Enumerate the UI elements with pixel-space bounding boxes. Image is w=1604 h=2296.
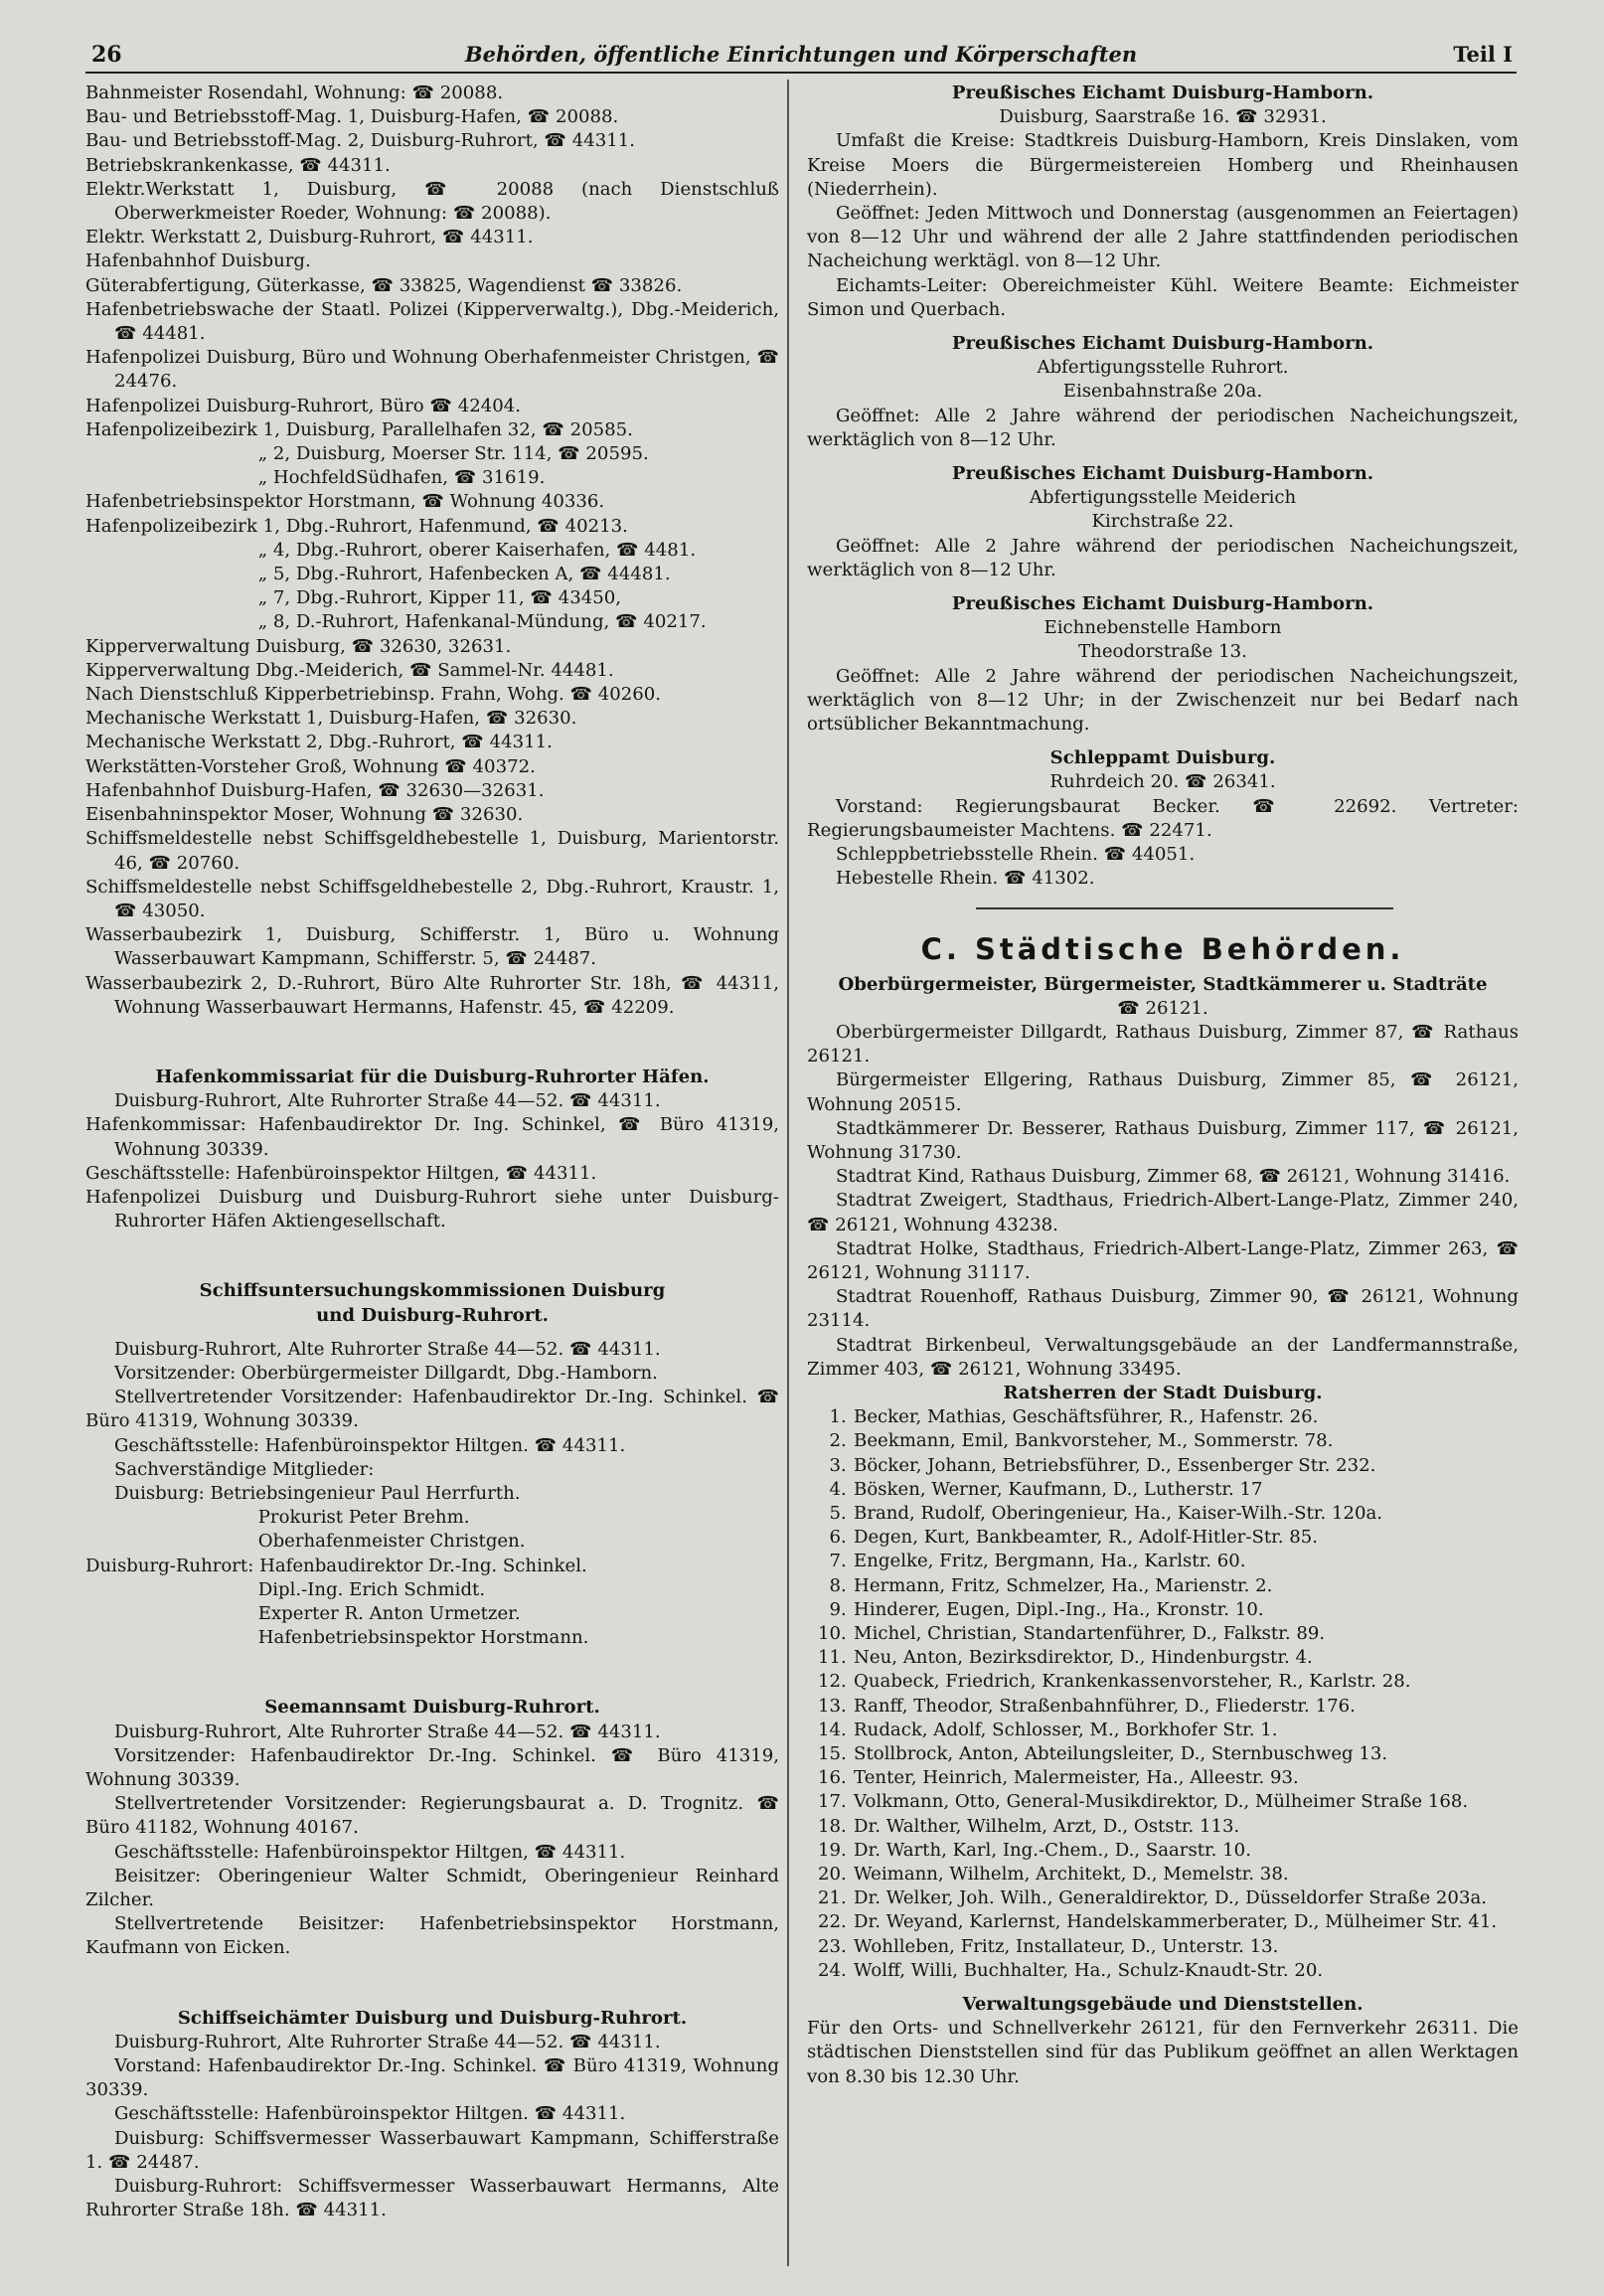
group-label: Duisburg:	[113, 1482, 205, 1504]
section-heading: Schiffsuntersuchungskommissionen Duisburg	[199, 1280, 666, 1302]
list-item: Eisenbahninspektor Moser, Wohnung ☎ 32630.	[85, 804, 524, 826]
entry: Für den Orts- und Schnellverkehr 26121, für den Fernverkehr 26311. Die städtischen Dienststellen sind für das Publikum geöffnet an allen Werktagen von 8.30 bis 12.30 Uhr.	[807, 2018, 1519, 2087]
list-item: 21. Dr. Welker, Joh. Wilh., Generaldirektor, D., Düsseldorfer Straße 203a.	[818, 1887, 1487, 1909]
address: Duisburg-Ruhrort, Alte Ruhrorter Straße 44—52. ☎ 44311.	[113, 1721, 661, 1742]
entry: Vorsitzender: Oberbürgermeister Dillgardt, Dbg.-Hamborn.	[113, 1362, 658, 1384]
address: Ruhrdeich 20. ☎ 26341.	[1049, 771, 1276, 793]
list-item: Mechanische Werkstatt 2, Dbg.-Ruhrort, ☎ 44311.	[85, 732, 553, 753]
list-item: 22. Dr. Weyand, Karlernst, Handelskammerberater, D., Mülheimer Str. 41.	[818, 1911, 1498, 1933]
entry: Geöffnet: Alle 2 Jahre während der periodischen Nacheichungszeit, werktäglich von 8—12 Uhr.	[807, 535, 1519, 580]
list-item: „ 2, Duisburg, Moerser Str. 114, ☎ 20595.	[257, 443, 649, 465]
list-item: Mechanische Werkstatt 1, Duisburg-Hafen, ☎ 32630.	[85, 708, 577, 730]
entry: Hafenpolizei Duisburg und Duisburg-Ruhrort siehe unter Duisburg-Ruhrorter Häfen Aktiengesellschaft.	[85, 1186, 779, 1232]
address: Eisenbahnstraße 20a.	[1062, 381, 1263, 403]
entry: Geschäftsstelle: Hafenbüroinspektor Hiltgen. ☎ 44311.	[113, 2103, 626, 2125]
list-item: 12. Quabeck, Friedrich, Krankenkassenvorsteher, R., Karlstr. 28.	[818, 1671, 1411, 1693]
entry: Vorstand: Hafenbaudirektor Dr.-Ing. Schinkel. ☎ Büro 41319, Wohnung 30339.	[85, 2055, 779, 2101]
entry: Stellvertretender Vorsitzender: Hafenbaudirektor Dr.-Ing. Schinkel. ☎ Büro 41319, Wohnung 30339.	[85, 1387, 779, 1432]
list-item: Hafenpolizei Duisburg-Ruhrort, Büro ☎ 42404.	[85, 395, 522, 416]
list-item: Hafenpolizei Duisburg, Büro und Wohnung Oberhafenmeister Christgen, ☎ 24476.	[85, 347, 779, 393]
list-item: Kipperverwaltung Dbg.-Meiderich, ☎ Sammel-Nr. 44481.	[85, 659, 614, 681]
entry: Geschäftsstelle: Hafenbüroinspektor Hiltgen, ☎ 44311.	[113, 1841, 626, 1863]
list-item: 7. Engelke, Fritz, Bergmann, Ha., Karlstr. 60.	[829, 1551, 1246, 1572]
right-column	[807, 82, 1519, 2089]
list-item: Wasserbaubezirk 2, D.-Ruhrort, Büro Alte Ruhrorter Str. 18h, ☎ 44311, Wohnung Wasserbauwart Hermanns, Hafenstr. 45, ☎ 42209.	[85, 972, 779, 1018]
list-item: 24. Wolff, Willi, Buchhalter, Ha., Schulz-Knaudt-Str. 20.	[818, 1959, 1324, 1981]
section-heading: Schleppamt Duisburg.	[1049, 747, 1276, 769]
entry	[85, 1555, 779, 1578]
list-item: 6. Degen, Kurt, Bankbeamter, R., Adolf-Hitler-Str. 85.	[829, 1527, 1319, 1549]
eichamt-section	[807, 592, 1519, 737]
ratsherren-list	[807, 1405, 1519, 1983]
left-column	[85, 82, 779, 2222]
entry: Duisburg: Schiffsvermesser Wasserbauwart Kampmann, Schifferstraße 1. ☎ 24487.	[85, 2127, 779, 2173]
page-title: Behörden, öffentliche Einrichtungen und Körperschaften	[464, 42, 1138, 67]
entry: Geschäftsstelle: Hafenbüroinspektor Hiltgen, ☎ 44311.	[85, 1162, 597, 1184]
list-item: Schiffsmeldestelle nebst Schiffsgeldhebestelle 1, Duisburg, Marientorstr. 46, ☎ 20760.	[85, 828, 779, 874]
entry: Umfaßt die Kreise: Stadtkreis Duisburg-Hamborn, Kreis Dinslaken, vom Kreise Moers die Bürgermeistereien Homberg und Rheinhausen (Niederrhein).	[807, 130, 1519, 200]
section-heading: Preußisches Eichamt Duisburg-Hamborn.	[951, 82, 1374, 103]
list-item: 9. Hinderer, Eugen, Dipl.-Ing., Ha., Kronstr. 10.	[829, 1598, 1264, 1620]
list-item: 2. Beekmann, Emil, Bankvorsteher, M., Sommerstr. 78.	[829, 1430, 1334, 1452]
list-item: Bau- und Betriebsstoff-Mag. 2, Duisburg-Ruhrort, ☎ 44311.	[85, 130, 636, 152]
list-item: Elektr. Werkstatt 2, Duisburg-Ruhrort, ☎ 44311.	[85, 227, 534, 248]
entry	[85, 1482, 779, 1506]
list-item: Nach Dienstschluß Kipperbetriebinsp. Frahn, Wohg. ☎ 40260.	[85, 684, 662, 706]
seemannsamt-section	[85, 1696, 779, 1960]
verwaltung-section	[807, 1993, 1519, 2089]
schiffsuntersuchung-section	[85, 1279, 779, 1650]
staedtische-section	[807, 929, 1519, 1382]
address: Duisburg-Ruhrort, Alte Ruhrorter Straße 44—52. ☎ 44311.	[113, 2031, 661, 2052]
member: Hafenbaudirektor Dr.-Ing. Schinkel.	[259, 1555, 587, 1576]
list-item: 23. Wohlleben, Fritz, Installateur, D., Unterstr. 13.	[818, 1935, 1279, 1957]
entry: Stadtrat Holke, Stadthaus, Friedrich-Albert-Lange-Platz, Zimmer 263, ☎ 26121, Wohnung 31117.	[807, 1237, 1519, 1283]
entry: Oberbürgermeister Dillgardt, Rathaus Duisburg, Zimmer 87, ☎ Rathaus 26121.	[807, 1021, 1519, 1067]
entry: Stellvertretender Vorsitzender: Regierungsbaurat a. D. Trognitz. ☎ Büro 41182, Wohnung 40167.	[85, 1793, 779, 1839]
entry: Geöffnet: Alle 2 Jahre während der periodischen Nacheichungszeit, werktäglich von 8—12 Uhr; in der Zwischenzeit nur bei Bedarf nach ortsüblicher Bekanntmachung.	[807, 665, 1519, 736]
member: Prokurist Peter Brehm.	[257, 1507, 470, 1529]
section-heading: Preußisches Eichamt Duisburg-Hamborn.	[951, 333, 1374, 355]
entry: Geöffnet: Jeden Mittwoch und Donnerstag (ausgenommen an Feiertagen) von 8—12 Uhr und während der alle 2 Jahre stattfindenden periodischen Nacheichung werktägl. von 8—12 Uhr.	[807, 203, 1519, 272]
list-item: Hafenbetriebsinspektor Horstmann, ☎ Wohnung 40336.	[85, 491, 605, 513]
list-item: 20. Weimann, Wilhelm, Architekt, D., Memelstr. 38.	[818, 1864, 1289, 1886]
entry: Hafenkommissar: Hafenbaudirektor Dr. Ing. Schinkel, ☎ Büro 41319, Wohnung 30339.	[85, 1114, 779, 1160]
entry: Vorstand: Regierungsbaurat Becker. ☎ 22692. Vertreter: Regierungsbaumeister Machtens. ☎ 22471.	[807, 795, 1519, 841]
entry: Geschäftsstelle: Hafenbüroinspektor Hiltgen. ☎ 44311.	[113, 1434, 626, 1456]
entry: Geöffnet: Alle 2 Jahre während der periodischen Nacheichungszeit, werktäglich von 8—12 Uhr.	[807, 405, 1519, 450]
section-heading: Oberbürgermeister, Bürgermeister, Stadtkämmerer u. Stadträte	[838, 973, 1488, 995]
list-item: Werkstätten-Vorsteher Groß, Wohnung ☎ 40372.	[85, 755, 536, 777]
entry: Stadtrat Birkenbeul, Verwaltungsgebäude an der Landfermannstraße, Zimmer 403, ☎ 26121, Wohnung 33495.	[807, 1334, 1519, 1380]
list-item: Betriebskrankenkasse, ☎ 44311.	[85, 154, 391, 176]
entry: Bürgermeister Ellgering, Rathaus Duisburg, Zimmer 85, ☎ 26121, Wohnung 20515.	[807, 1069, 1519, 1115]
section-heading: Schiffseichämter Duisburg und Duisburg-Ruhrort.	[177, 2007, 688, 2029]
list-item: 17. Volkmann, Otto, General-Musikdirektor, D., Mülheimer Straße 168.	[818, 1791, 1469, 1813]
part-label: Teil I	[1453, 42, 1513, 67]
list-item: „ HochfeldSüdhafen, ☎ 31619.	[257, 467, 546, 489]
subheading: Abfertigungsstelle Ruhrort.	[1037, 357, 1289, 379]
list-item: Güterabfertigung, Güterkasse, ☎ 33825, Wagendienst ☎ 33826.	[85, 274, 683, 296]
section-divider	[976, 907, 1393, 909]
entry: Schleppbetriebsstelle Rhein. ☎ 44051.	[835, 844, 1196, 866]
list-item: 15. Stollbrock, Anton, Abteilungsleiter, D., Sternbuschweg 13.	[818, 1743, 1388, 1764]
entry: Sachverständige Mitglieder:	[113, 1458, 375, 1480]
list-item: Wasserbaubezirk 1, Duisburg, Schifferstr. 1, Büro u. Wohnung Wasserbauwart Kampmann, Schifferstr. 5, ☎ 24487.	[85, 924, 779, 970]
entry: Hebestelle Rhein. ☎ 41302.	[835, 868, 1095, 890]
entry: Vorsitzender: Hafenbaudirektor Dr.-Ing. Schinkel. ☎ Büro 41319, Wohnung 30339.	[85, 1744, 779, 1790]
member: Experter R. Anton Urmetzer.	[257, 1602, 521, 1624]
list-item: Hafenbetriebswache der Staatl. Polizei (Kipperverwaltg.), Dbg.-Meiderich, ☎ 44481.	[85, 298, 779, 345]
list-item: 8. Hermann, Fritz, Schmelzer, Ha., Marienstr. 2.	[829, 1574, 1273, 1596]
list-item: Kipperverwaltung Duisburg, ☎ 32630, 32631.	[85, 635, 512, 657]
list-item: 14. Rudack, Adolf, Schlosser, M., Borkhofer Str. 1.	[818, 1719, 1278, 1740]
subheading: Abfertigungsstelle Meiderich	[1029, 487, 1297, 509]
member: Hafenbetriebsinspektor Horstmann.	[257, 1627, 589, 1649]
list-item: „ 8, D.-Ruhrort, Hafenkanal-Mündung, ☎ 40217.	[257, 611, 707, 633]
address: Duisburg-Ruhrort, Alte Ruhrorter Straße 44—52. ☎ 44311.	[113, 1090, 661, 1112]
list-item: „ 7, Dbg.-Ruhrort, Kipper 11, ☎ 43450,	[257, 587, 622, 609]
list-item: Hafenpolizeibezirk 1, Duisburg, Parallelhafen 32, ☎ 20585.	[85, 418, 633, 440]
group-label: Duisburg-Ruhrort:	[85, 1555, 254, 1576]
address: Theodorstraße 13.	[1078, 641, 1247, 663]
hafenkommissariat-section	[85, 1066, 779, 1233]
list-item: Bau- und Betriebsstoff-Mag. 1, Duisburg-Hafen, ☎ 20088.	[85, 106, 619, 128]
entry: Stadtrat Rouenhoff, Rathaus Duisburg, Zimmer 90, ☎ 26121, Wohnung 23114.	[807, 1286, 1519, 1332]
schleppamt-section	[807, 746, 1519, 891]
entry: Stadtrat Zweigert, Stadthaus, Friedrich-Albert-Lange-Platz, Zimmer 240, ☎ 26121, Wohnung 43238.	[807, 1190, 1519, 1235]
list-item: 3. Böcker, Johann, Betriebsführer, D., Essenberger Str. 232.	[829, 1454, 1376, 1476]
list-item: „ 4, Dbg.-Ruhrort, oberer Kaiserhafen, ☎ 4481.	[257, 539, 697, 561]
entry: Eichamts-Leiter: Obereichmeister Kühl. Weitere Beamte: Eichmeister Simon und Querbach.	[807, 274, 1519, 320]
chapter-heading: C. Städtische Behörden.	[920, 931, 1405, 966]
list-item: 13. Ranff, Theodor, Straßenbahnführer, D., Fliederstr. 176.	[818, 1695, 1356, 1717]
entry: Beisitzer: Oberingenieur Walter Schmidt, Oberingenieur Reinhard Zilcher.	[85, 1865, 779, 1911]
list-item: „ 5, Dbg.-Ruhrort, Hafenbecken A, ☎ 44481.	[257, 564, 671, 585]
section-heading: und Duisburg-Ruhrort.	[316, 1304, 549, 1326]
address: Kirchstraße 22.	[1091, 511, 1234, 533]
list-item: 5. Brand, Rudolf, Oberingenieur, Ha., Kaiser-Wilh.-Str. 120a.	[829, 1502, 1383, 1524]
list-item: 11. Neu, Anton, Bezirksdirektor, D., Hindenburgstr. 4.	[818, 1647, 1313, 1669]
ratsherren-section	[807, 1382, 1519, 1983]
page-header	[85, 42, 1517, 74]
entry: Stellvertretende Beisitzer: Hafenbetriebsinspektor Horstmann, Kaufmann von Eicken.	[85, 1913, 779, 1959]
list-item: Hafenbahnhof Duisburg.	[85, 250, 311, 272]
section-heading: Preußisches Eichamt Duisburg-Hamborn.	[951, 463, 1374, 485]
list-item: 19. Dr. Warth, Karl, Ing.-Chem., D., Saarstr. 10.	[818, 1839, 1251, 1861]
section-heading: Verwaltungsgebäude und Dienststellen.	[962, 1994, 1363, 2016]
member: Betriebsingenieur Paul Herrfurth.	[210, 1482, 521, 1504]
section-heading: Seemannsamt Duisburg-Ruhrort.	[264, 1697, 600, 1719]
schiffseichaemter-section	[85, 2007, 779, 2223]
eichamt-section	[807, 332, 1519, 452]
entry: Duisburg-Ruhrort: Schiffsvermesser Wasserbauwart Hermanns, Alte Ruhrorter Straße 18h. ☎ 44311.	[85, 2176, 779, 2221]
list-item: 16. Tenter, Heinrich, Malermeister, Ha., Alleestr. 93.	[818, 1767, 1299, 1789]
section-heading: Ratsherren der Stadt Duisburg.	[1003, 1382, 1323, 1403]
member: Dipl.-Ing. Erich Schmidt.	[257, 1578, 486, 1600]
section-heading: Hafenkommissariat für die Duisburg-Ruhrorter Häfen.	[155, 1066, 710, 1087]
list-item: 10. Michel, Christian, Standartenführer, D., Falkstr. 89.	[818, 1622, 1326, 1644]
list-item: 4. Bösken, Werner, Kaufmann, D., Lutherstr. 17	[829, 1478, 1263, 1500]
eichamt-section	[807, 82, 1519, 322]
list-item: Schiffsmeldestelle nebst Schiffsgeldhebestelle 2, Dbg.-Ruhrort, Kraustr. 1, ☎ 43050.	[85, 876, 779, 921]
list-item: Bahnmeister Rosendahl, Wohnung: ☎ 20088.	[85, 82, 504, 103]
list-item: 18. Dr. Walther, Wilhelm, Arzt, D., Oststr. 113.	[818, 1815, 1240, 1837]
address: Duisburg-Ruhrort, Alte Ruhrorter Straße 44—52. ☎ 44311.	[113, 1338, 661, 1360]
member: Oberhafenmeister Christgen.	[257, 1531, 526, 1553]
entry: Stadtrat Kind, Rathaus Duisburg, Zimmer 68, ☎ 26121, Wohnung 31416.	[835, 1166, 1511, 1188]
list-item: Hafenpolizeibezirk 1, Dbg.-Ruhrort, Hafenmund, ☎ 40213.	[85, 515, 628, 537]
eichamt-section	[807, 462, 1519, 582]
list-item: Elektr.Werkstatt 1, Duisburg, ☎ 20088 (nach Dienstschluß Oberwerkmeister Roeder, Wohnung: ☎ 20088).	[85, 178, 779, 225]
list-item: 1. Becker, Mathias, Geschäftsführer, R., Hafenstr. 26.	[829, 1406, 1319, 1428]
section-heading: Preußisches Eichamt Duisburg-Hamborn.	[951, 593, 1374, 615]
subheading: Eichnebenstelle Hamborn	[1043, 617, 1282, 639]
address: Duisburg, Saarstraße 16. ☎ 32931.	[999, 106, 1327, 128]
column-divider	[787, 80, 789, 2266]
entry: Stadtkämmerer Dr. Besserer, Rathaus Duisburg, Zimmer 117, ☎ 26121, Wohnung 31730.	[807, 1117, 1519, 1163]
list-item: Hafenbahnhof Duisburg-Hafen, ☎ 32630—32631.	[85, 779, 545, 801]
page-number: 26	[91, 42, 122, 68]
phone: ☎ 26121.	[1117, 997, 1208, 1019]
